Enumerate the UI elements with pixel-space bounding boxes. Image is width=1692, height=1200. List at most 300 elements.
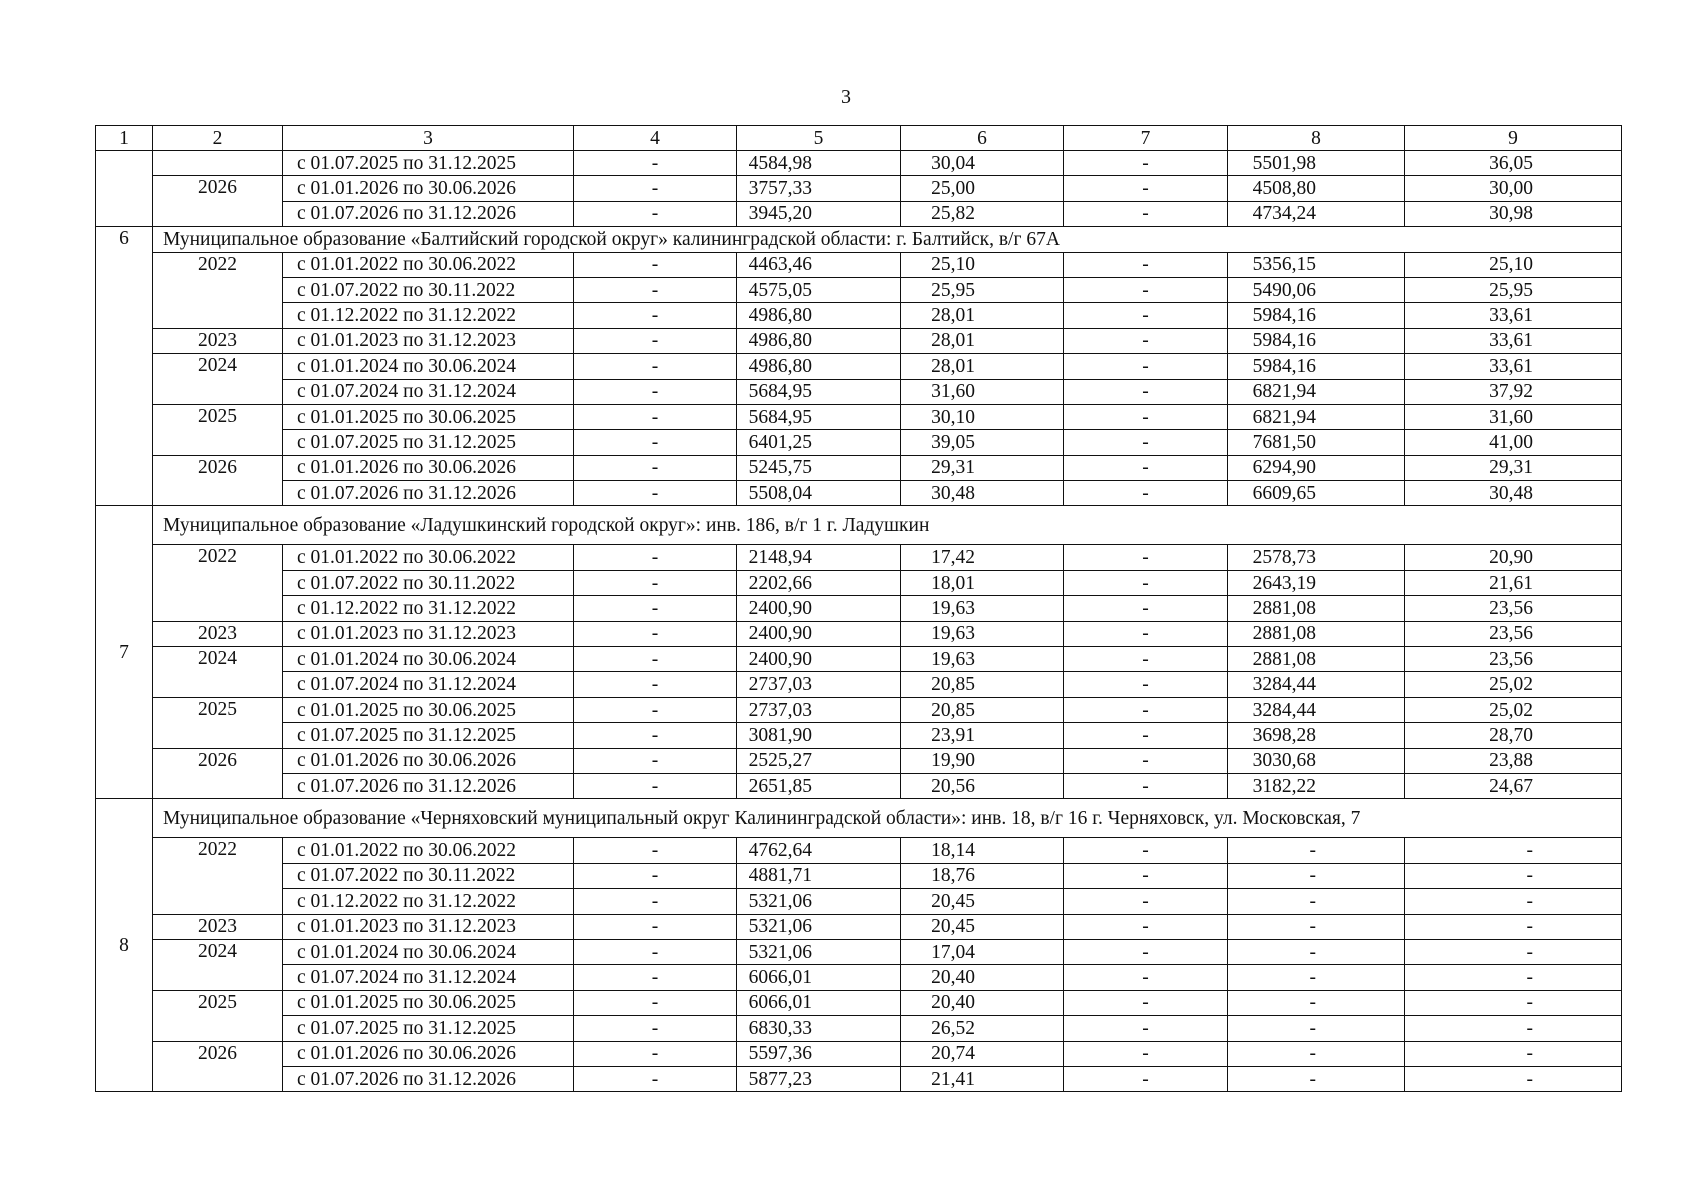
year-cell: 2022 [153,545,283,621]
value-cell: - [574,303,737,328]
table-row [96,621,1622,646]
value-cell: - [1064,481,1228,506]
value-cell: - [574,647,737,672]
period-cell: с 01.07.2026 по 31.12.2026 [283,773,574,798]
value-cell: 26,52 [901,1016,1064,1041]
value-cell: - [1228,889,1405,914]
value-cell: - [1064,545,1228,570]
table-row [96,201,1622,226]
value-cell: - [1064,570,1228,595]
value-cell: - [574,838,737,863]
value-cell: - [1405,1016,1622,1041]
value-cell: 3945,20 [737,201,901,226]
value-cell: - [574,596,737,621]
year-cell: 2022 [153,252,283,328]
value-cell: - [1064,939,1228,964]
value-cell: 6401,25 [737,430,901,455]
value-cell: - [1228,939,1405,964]
year-cell: 2025 [153,990,283,1041]
period-cell: с 01.07.2025 по 31.12.2025 [283,723,574,748]
year-cell: 2025 [153,404,283,455]
value-cell: 6294,90 [1228,455,1405,480]
value-cell: - [574,672,737,697]
value-cell: 6821,94 [1228,379,1405,404]
value-cell: - [1064,455,1228,480]
value-cell: - [1064,697,1228,722]
section-number-cell: 6 [96,227,153,506]
value-cell: 33,61 [1405,328,1622,353]
value-cell: 2881,08 [1228,596,1405,621]
value-cell: 20,85 [901,697,1064,722]
value-cell: - [574,1041,737,1066]
value-cell: 30,10 [901,404,1064,429]
value-cell: - [1405,889,1622,914]
period-cell: с 01.07.2024 по 31.12.2024 [283,379,574,404]
section-title: Муниципальное образование «Балтийский городской округ» калининградской области: г. Балтийск, в/г 67А [153,227,1622,252]
value-cell: 2881,08 [1228,621,1405,646]
value-cell: - [574,748,737,773]
value-cell: 2148,94 [737,545,901,570]
value-cell: - [1405,914,1622,939]
value-cell: 5321,06 [737,939,901,964]
period-cell: с 01.01.2023 по 31.12.2023 [283,328,574,353]
table-row [96,647,1622,672]
year-cell: 2023 [153,621,283,646]
value-cell: 5356,15 [1228,252,1405,277]
column-header: 7 [1064,126,1228,151]
period-cell: с 01.07.2022 по 30.11.2022 [283,277,574,302]
table-row [96,965,1622,990]
value-cell: - [1228,863,1405,888]
year-cell: 2022 [153,838,283,914]
period-cell: с 01.01.2026 по 30.06.2026 [283,1041,574,1066]
value-cell: 23,56 [1405,647,1622,672]
period-cell: с 01.01.2026 по 30.06.2026 [283,176,574,201]
value-cell: 30,04 [901,151,1064,176]
value-cell: 5684,95 [737,379,901,404]
period-cell: с 01.01.2025 по 30.06.2025 [283,697,574,722]
value-cell: 18,01 [901,570,1064,595]
value-cell: 20,45 [901,889,1064,914]
period-cell: с 01.01.2023 по 31.12.2023 [283,621,574,646]
period-cell: с 01.07.2025 по 31.12.2025 [283,430,574,455]
value-cell: 5984,16 [1228,328,1405,353]
value-cell: 30,48 [1405,481,1622,506]
value-cell: 4986,80 [737,303,901,328]
value-cell: 6821,94 [1228,404,1405,429]
period-cell: с 01.01.2024 по 30.06.2024 [283,354,574,379]
value-cell: - [1228,914,1405,939]
value-cell: 3284,44 [1228,672,1405,697]
value-cell: - [1064,863,1228,888]
table-row [96,596,1622,621]
value-cell: - [1064,596,1228,621]
year-cell: 2026 [153,748,283,799]
value-cell: - [574,481,737,506]
value-cell: 31,60 [901,379,1064,404]
value-cell: 2400,90 [737,596,901,621]
period-cell: с 01.07.2025 по 31.12.2025 [283,151,574,176]
value-cell: 4575,05 [737,277,901,302]
value-cell: - [1064,1016,1228,1041]
table-row [96,545,1622,570]
value-cell: 4986,80 [737,328,901,353]
column-header: 5 [737,126,901,151]
table-row [96,176,1622,201]
value-cell: 5501,98 [1228,151,1405,176]
table-row [96,863,1622,888]
value-cell: - [1064,748,1228,773]
value-cell: 3757,33 [737,176,901,201]
value-cell: - [574,1016,737,1041]
year-cell: 2026 [153,176,283,227]
value-cell: - [574,1066,737,1091]
value-cell: 19,63 [901,596,1064,621]
value-cell: - [1064,914,1228,939]
value-cell: 20,45 [901,914,1064,939]
value-cell: 33,61 [1405,354,1622,379]
table-row [96,990,1622,1015]
value-cell: 25,82 [901,201,1064,226]
value-cell: 18,14 [901,838,1064,863]
value-cell: - [574,328,737,353]
value-cell: 3698,28 [1228,723,1405,748]
value-cell: - [574,863,737,888]
value-cell: - [1064,328,1228,353]
value-cell: 19,63 [901,647,1064,672]
period-cell: с 01.07.2026 по 31.12.2026 [283,1066,574,1091]
value-cell: 6066,01 [737,965,901,990]
column-header: 6 [901,126,1064,151]
value-cell: 17,42 [901,545,1064,570]
table-row [96,773,1622,798]
table-row [96,748,1622,773]
period-cell: с 01.01.2025 по 30.06.2025 [283,990,574,1015]
value-cell: - [574,621,737,646]
value-cell: 19,63 [901,621,1064,646]
value-cell: 2202,66 [737,570,901,595]
value-cell: 4881,71 [737,863,901,888]
table-row [96,889,1622,914]
value-cell: 25,10 [1405,252,1622,277]
value-cell: - [1064,965,1228,990]
value-cell: 20,85 [901,672,1064,697]
page-number: 3 [841,86,851,108]
value-cell: 6066,01 [737,990,901,1015]
value-cell: - [1405,990,1622,1015]
value-cell: - [574,379,737,404]
value-cell: 2525,27 [737,748,901,773]
section-number-cell [96,151,153,227]
table-row [96,1066,1622,1091]
value-cell: 21,61 [1405,570,1622,595]
value-cell: - [574,176,737,201]
period-cell: с 01.07.2022 по 30.11.2022 [283,863,574,888]
value-cell: 3030,68 [1228,748,1405,773]
table-row [96,430,1622,455]
value-cell: 5877,23 [737,1066,901,1091]
table-row [96,939,1622,964]
value-cell: 5984,16 [1228,354,1405,379]
column-header: 4 [574,126,737,151]
value-cell: 5984,16 [1228,303,1405,328]
value-cell: - [574,404,737,429]
value-cell: 23,56 [1405,596,1622,621]
period-cell: с 01.07.2022 по 30.11.2022 [283,570,574,595]
table-row [96,354,1622,379]
value-cell: - [574,430,737,455]
value-cell: - [574,201,737,226]
period-cell: с 01.07.2026 по 31.12.2026 [283,481,574,506]
value-cell: 4986,80 [737,354,901,379]
value-cell: 2881,08 [1228,647,1405,672]
value-cell: 25,02 [1405,672,1622,697]
value-cell: 2643,19 [1228,570,1405,595]
value-cell: - [1405,939,1622,964]
column-number-row [96,126,1622,151]
table-row [96,1041,1622,1066]
table-row [96,277,1622,302]
value-cell: 39,05 [901,430,1064,455]
value-cell: - [1064,621,1228,646]
value-cell: - [1405,1041,1622,1066]
tariff-table [95,125,1622,1092]
value-cell: - [1405,1066,1622,1091]
section-title-row [96,506,1622,545]
year-cell: 2024 [153,939,283,990]
value-cell: 30,98 [1405,201,1622,226]
table-row [96,838,1622,863]
value-cell: 20,90 [1405,545,1622,570]
value-cell: 23,91 [901,723,1064,748]
value-cell: - [574,990,737,1015]
value-cell: - [1064,672,1228,697]
value-cell: - [1064,430,1228,455]
value-cell: 30,00 [1405,176,1622,201]
table-body [96,126,1622,1092]
section-title-row [96,227,1622,252]
table-row [96,723,1622,748]
year-cell: 2025 [153,697,283,748]
value-cell: 4463,46 [737,252,901,277]
value-cell: - [1064,379,1228,404]
value-cell: 25,95 [901,277,1064,302]
year-cell: 2023 [153,328,283,353]
value-cell: - [574,277,737,302]
value-cell: - [1064,354,1228,379]
table-row [96,697,1622,722]
table-row [96,914,1622,939]
value-cell: 20,40 [901,965,1064,990]
value-cell: - [1405,863,1622,888]
value-cell: 19,90 [901,748,1064,773]
value-cell: 5490,06 [1228,277,1405,302]
value-cell: 4734,24 [1228,201,1405,226]
period-cell: с 01.07.2024 по 31.12.2024 [283,965,574,990]
value-cell: 5321,06 [737,889,901,914]
table-row [96,455,1622,480]
table-row [96,570,1622,595]
value-cell: 23,56 [1405,621,1622,646]
value-cell: - [574,939,737,964]
value-cell: 2737,03 [737,672,901,697]
value-cell: - [1064,647,1228,672]
period-cell: с 01.12.2022 по 31.12.2022 [283,889,574,914]
value-cell: 30,48 [901,481,1064,506]
value-cell: - [1228,1066,1405,1091]
value-cell: 2578,73 [1228,545,1405,570]
value-cell: - [1064,773,1228,798]
value-cell: - [1064,277,1228,302]
column-header: 9 [1405,126,1622,151]
value-cell: 25,00 [901,176,1064,201]
table-row [96,303,1622,328]
period-cell: с 01.01.2023 по 31.12.2023 [283,914,574,939]
value-cell: - [574,252,737,277]
value-cell: - [574,914,737,939]
year-cell [153,151,283,176]
value-cell: 6609,65 [1228,481,1405,506]
value-cell: 20,40 [901,990,1064,1015]
section-title: Муниципальное образование «Ладушкинский городской округ»: инв. 186, в/г 1 г. Ладушкин [153,506,1622,545]
column-header: 3 [283,126,574,151]
value-cell: - [574,889,737,914]
table-row [96,379,1622,404]
period-cell: с 01.01.2025 по 30.06.2025 [283,404,574,429]
table-row [96,252,1622,277]
period-cell: с 01.07.2024 по 31.12.2024 [283,672,574,697]
period-cell: с 01.07.2026 по 31.12.2026 [283,201,574,226]
value-cell: 37,92 [1405,379,1622,404]
value-cell: 23,88 [1405,748,1622,773]
value-cell: - [1064,990,1228,1015]
value-cell: 7681,50 [1228,430,1405,455]
value-cell: 28,70 [1405,723,1622,748]
value-cell: - [574,455,737,480]
value-cell: - [1228,990,1405,1015]
table-row [96,404,1622,429]
period-cell: с 01.01.2024 по 30.06.2024 [283,647,574,672]
value-cell: - [1064,723,1228,748]
year-cell: 2023 [153,914,283,939]
value-cell: 2737,03 [737,697,901,722]
table-row [96,1016,1622,1041]
year-cell: 2026 [153,455,283,506]
column-header: 1 [96,126,153,151]
table-row [96,328,1622,353]
period-cell: с 01.01.2026 по 30.06.2026 [283,455,574,480]
value-cell: - [574,151,737,176]
value-cell: 3284,44 [1228,697,1405,722]
value-cell: 41,00 [1405,430,1622,455]
column-header: 8 [1228,126,1405,151]
value-cell: 3081,90 [737,723,901,748]
value-cell: 5508,04 [737,481,901,506]
value-cell: 28,01 [901,354,1064,379]
value-cell: 24,67 [1405,773,1622,798]
value-cell: 4762,64 [737,838,901,863]
value-cell: 17,04 [901,939,1064,964]
value-cell: 29,31 [1405,455,1622,480]
period-cell: с 01.01.2022 по 30.06.2022 [283,252,574,277]
value-cell: - [574,354,737,379]
value-cell: - [1064,176,1228,201]
value-cell: - [574,773,737,798]
value-cell: - [1064,201,1228,226]
value-cell: 20,74 [901,1041,1064,1066]
value-cell: 25,10 [901,252,1064,277]
section-number-cell: 7 [96,506,153,799]
period-cell: с 01.01.2024 по 30.06.2024 [283,939,574,964]
value-cell: 5684,95 [737,404,901,429]
value-cell: - [1064,1041,1228,1066]
table-row [96,672,1622,697]
value-cell: - [1228,838,1405,863]
value-cell: - [574,965,737,990]
value-cell: 5245,75 [737,455,901,480]
value-cell: 21,41 [901,1066,1064,1091]
value-cell: - [1405,838,1622,863]
value-cell: 2651,85 [737,773,901,798]
value-cell: 36,05 [1405,151,1622,176]
section-title-row [96,799,1622,838]
value-cell: - [574,723,737,748]
value-cell: - [1064,838,1228,863]
value-cell: - [1064,151,1228,176]
value-cell: 33,61 [1405,303,1622,328]
column-header: 2 [153,126,283,151]
value-cell: 28,01 [901,328,1064,353]
value-cell: 25,95 [1405,277,1622,302]
value-cell: 3182,22 [1228,773,1405,798]
value-cell: 5597,36 [737,1041,901,1066]
value-cell: 4508,80 [1228,176,1405,201]
period-cell: с 01.01.2022 по 30.06.2022 [283,838,574,863]
value-cell: 4584,98 [737,151,901,176]
section-number-cell: 8 [96,799,153,1092]
value-cell: 28,01 [901,303,1064,328]
value-cell: - [1228,1016,1405,1041]
value-cell: - [1064,252,1228,277]
value-cell: - [1228,1041,1405,1066]
period-cell: с 01.01.2022 по 30.06.2022 [283,545,574,570]
value-cell: 18,76 [901,863,1064,888]
period-cell: с 01.01.2026 по 30.06.2026 [283,748,574,773]
period-cell: с 01.12.2022 по 31.12.2022 [283,596,574,621]
value-cell: 2400,90 [737,647,901,672]
period-cell: с 01.12.2022 по 31.12.2022 [283,303,574,328]
year-cell: 2026 [153,1041,283,1092]
table-row [96,481,1622,506]
value-cell: - [1405,965,1622,990]
value-cell: - [1228,965,1405,990]
table-row [96,151,1622,176]
year-cell: 2024 [153,647,283,698]
value-cell: - [574,545,737,570]
value-cell: - [1064,1066,1228,1091]
value-cell: - [1064,889,1228,914]
value-cell: 6830,33 [737,1016,901,1041]
section-title: Муниципальное образование «Черняховский муниципальный округ Калининградской области»: инв. 18, в/г 16 г. Черняховск, ул. Московская, 7 [153,799,1622,838]
value-cell: - [1064,303,1228,328]
value-cell: 20,56 [901,773,1064,798]
value-cell: 5321,06 [737,914,901,939]
value-cell: 29,31 [901,455,1064,480]
value-cell: - [574,697,737,722]
year-cell: 2024 [153,354,283,405]
value-cell: - [1064,404,1228,429]
value-cell: - [574,570,737,595]
